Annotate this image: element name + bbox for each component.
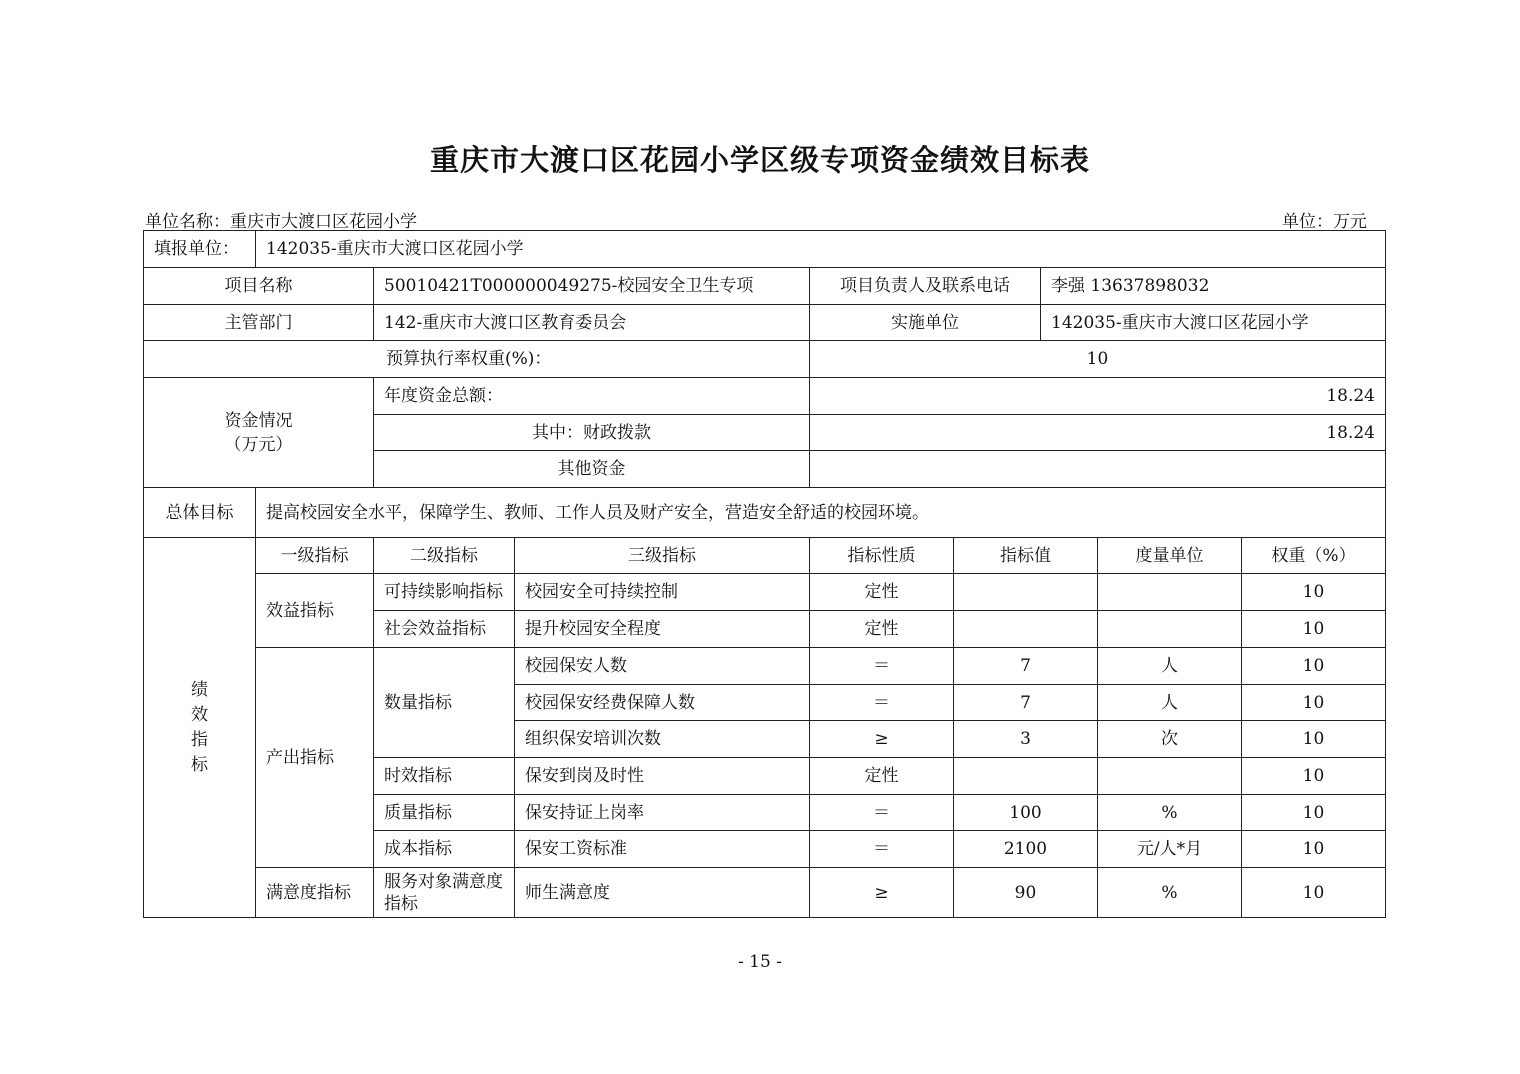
row-unit: 次 [1097, 720, 1242, 758]
row-value: 2100 [953, 830, 1098, 868]
dept-label: 主管部门 [143, 304, 374, 341]
reporting-unit-label: 填报单位： [143, 230, 256, 268]
row-level3: 保安工资标准 [514, 830, 810, 868]
project-name-label: 项目名称 [143, 267, 374, 305]
row-unit: 元/人*月 [1097, 830, 1242, 868]
level1-benefit: 效益指标 [255, 573, 374, 648]
row-nature: ＝ [809, 794, 954, 831]
funds-label: 资金情况 [224, 410, 293, 431]
impl-unit-label: 实施单位 [809, 304, 1041, 341]
header-value: 指标值 [953, 537, 1098, 574]
header-level2: 二级指标 [373, 537, 515, 574]
row-unit: 人 [1097, 647, 1242, 685]
funds-fiscal-value: 18.24 [809, 414, 1386, 451]
row-level3: 组织保安培训次数 [514, 720, 810, 758]
section-char: 标 [191, 754, 208, 775]
level1-satisfaction: 满意度指标 [255, 867, 374, 918]
level2-sustainable: 可持续影响指标 [373, 573, 515, 611]
row-level3: 校园保安人数 [514, 647, 810, 685]
row-value: 3 [953, 720, 1098, 758]
impl-unit-value: 142035-重庆市大渡口区花园小学 [1040, 304, 1386, 341]
row-unit: % [1097, 794, 1242, 831]
row-weight: 10 [1241, 794, 1386, 831]
project-lead-value: 李强 13637898032 [1040, 267, 1386, 305]
row-level3: 保安持证上岗率 [514, 794, 810, 831]
row-weight: 10 [1241, 757, 1386, 795]
section-char: 效 [191, 704, 208, 725]
row-unit [1097, 573, 1242, 611]
dept-value: 142-重庆市大渡口区教育委员会 [373, 304, 810, 341]
row-weight: 10 [1241, 867, 1386, 918]
row-unit: 人 [1097, 684, 1242, 721]
budget-weight-value: 10 [809, 340, 1386, 378]
row-level3: 校园保安经费保障人数 [514, 684, 810, 721]
header-nature: 指标性质 [809, 537, 954, 574]
row-weight: 10 [1241, 610, 1386, 648]
row-value: 7 [953, 684, 1098, 721]
section-char: 绩 [191, 679, 208, 700]
unit-name: 单位名称：重庆市大渡口区花园小学 [145, 212, 417, 232]
document-title: 重庆市大渡口区花园小学区级专项资金绩效目标表 [429, 143, 1090, 177]
level2-service-satisfaction: 服务对象满意度指标 [373, 867, 515, 918]
header-unit: 度量单位 [1097, 537, 1242, 574]
row-nature: 定性 [809, 573, 954, 611]
row-weight: 10 [1241, 830, 1386, 868]
funds-fiscal-label: 其中：财政拨款 [373, 414, 810, 451]
row-value: 7 [953, 647, 1098, 685]
header-level1: 一级指标 [255, 537, 374, 574]
row-value: 90 [953, 867, 1098, 918]
row-value: 100 [953, 794, 1098, 831]
row-weight: 10 [1241, 684, 1386, 721]
goal-label: 总体目标 [143, 487, 256, 538]
project-lead-label: 项目负责人及联系电话 [809, 267, 1041, 305]
row-nature: ＝ [809, 684, 954, 721]
level2-quantity: 数量指标 [373, 647, 515, 758]
row-unit [1097, 757, 1242, 795]
header-level3: 三级指标 [514, 537, 810, 574]
row-weight: 10 [1241, 647, 1386, 685]
row-nature: ≥ [809, 867, 954, 918]
level2-cost: 成本指标 [373, 830, 515, 868]
row-level3: 校园安全可持续控制 [514, 573, 810, 611]
project-name-value: 50010421T000000049275-校园安全卫生专项 [373, 267, 810, 305]
funds-total-value: 18.24 [809, 377, 1386, 415]
level1-output: 产出指标 [255, 647, 374, 868]
reporting-unit-value: 142035-重庆市大渡口区花园小学 [255, 230, 1386, 268]
funds-label-unit: （万元） [224, 434, 293, 455]
indicators-section-label [143, 537, 256, 918]
level2-quality: 质量指标 [373, 794, 515, 831]
row-nature: 定性 [809, 757, 954, 795]
row-level3: 保安到岗及时性 [514, 757, 810, 795]
row-nature: ≥ [809, 720, 954, 758]
row-weight: 10 [1241, 573, 1386, 611]
level2-timeliness: 时效指标 [373, 757, 515, 795]
budget-weight-label: 预算执行率权重(%)： [143, 340, 810, 378]
level2-social: 社会效益指标 [373, 610, 515, 648]
section-char: 指 [191, 729, 208, 750]
funds-total-label: 年度资金总额： [373, 377, 810, 415]
funds-label-cell [143, 377, 374, 488]
row-nature: ＝ [809, 647, 954, 685]
currency-unit: 单位：万元 [1282, 212, 1367, 232]
row-nature: 定性 [809, 610, 954, 648]
row-value [953, 573, 1098, 611]
row-level3: 师生满意度 [514, 867, 810, 918]
row-level3: 提升校园安全程度 [514, 610, 810, 648]
row-weight: 10 [1241, 720, 1386, 758]
page-number: - 15 - [738, 952, 782, 972]
row-unit [1097, 610, 1242, 648]
header-weight: 权重（%） [1241, 537, 1386, 574]
row-value [953, 757, 1098, 795]
funds-other-value [809, 450, 1386, 488]
row-unit: % [1097, 867, 1242, 918]
funds-other-label: 其他资金 [373, 450, 810, 488]
goal-text: 提高校园安全水平，保障学生、教师、工作人员及财产安全，营造安全舒适的校园环境。 [255, 487, 1386, 538]
row-nature: ＝ [809, 830, 954, 868]
row-value [953, 610, 1098, 648]
